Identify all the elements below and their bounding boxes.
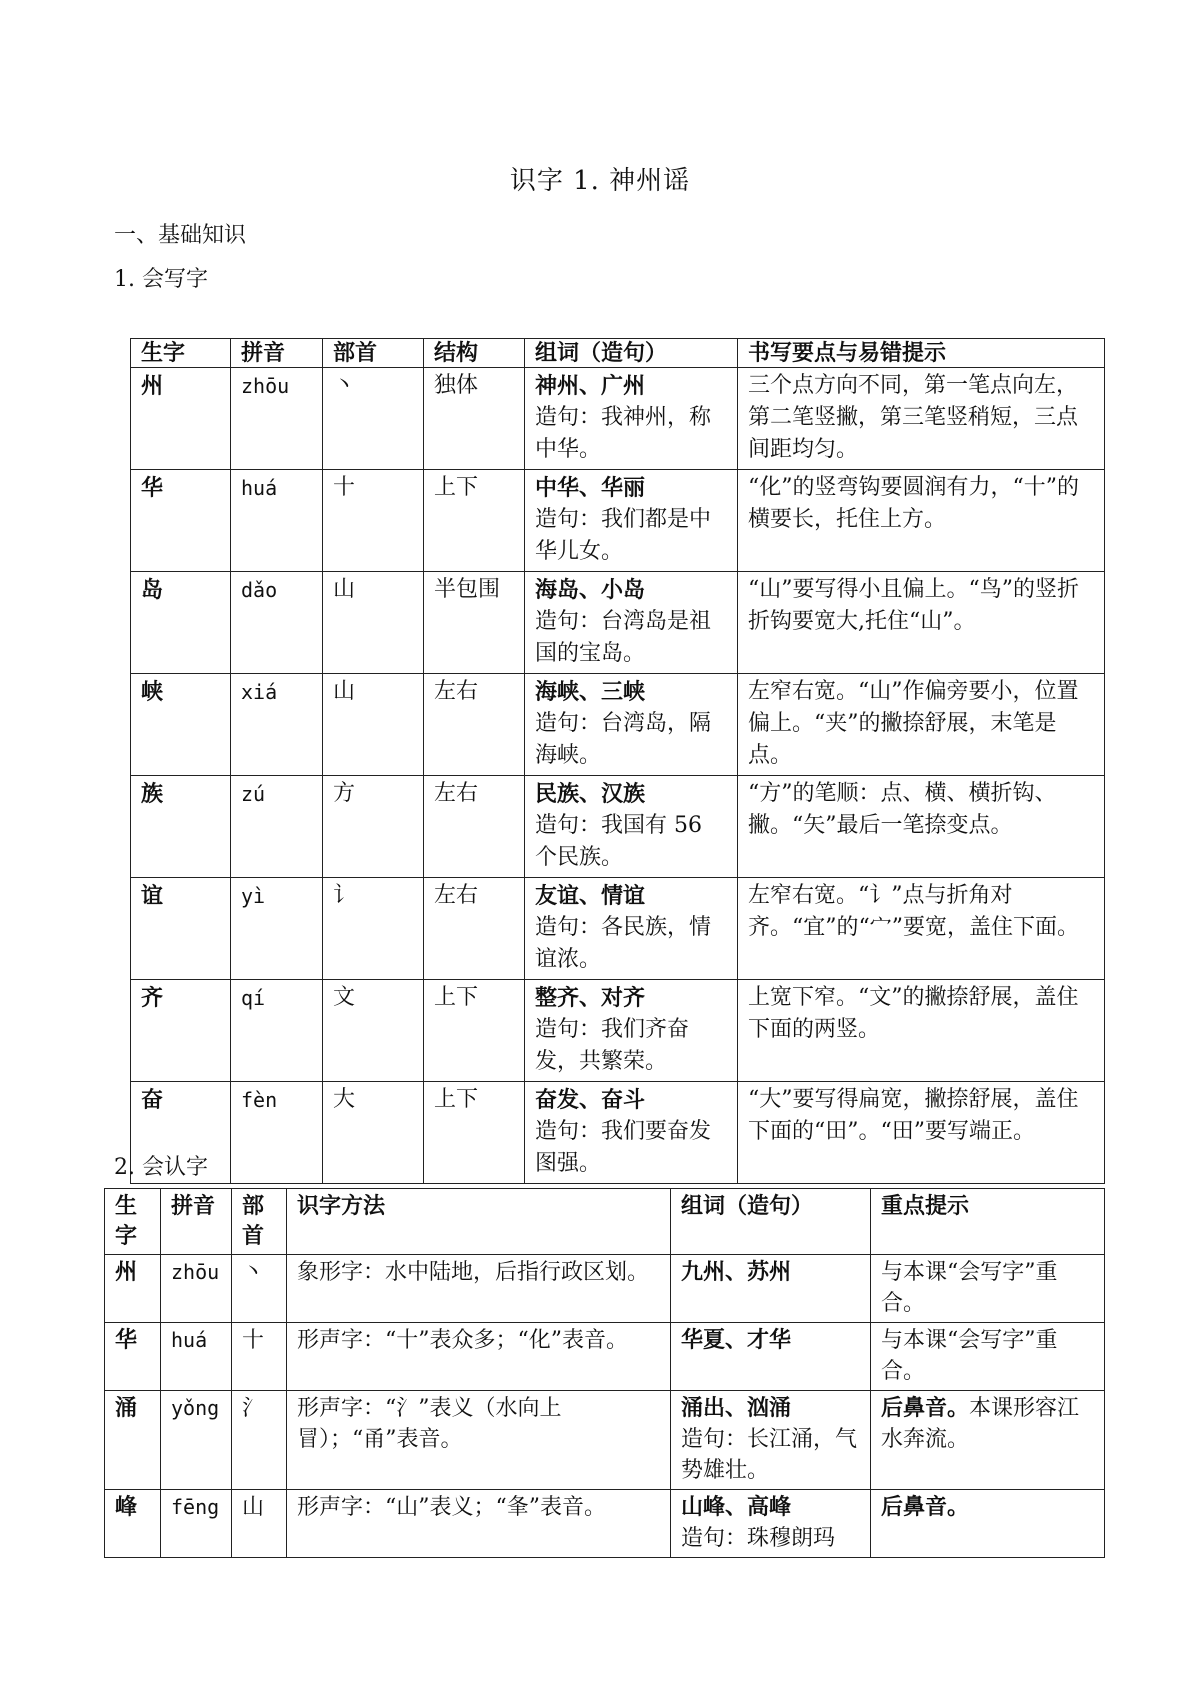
tip-cell: “化”的竖弯钩要圆润有力，“十”的横要长，托住上方。 — [738, 470, 1105, 572]
words-cell — [525, 776, 738, 878]
table-row — [131, 878, 1105, 980]
structure-cell: 左右 — [424, 674, 525, 776]
sentence-text: 造句：我们都是中华儿女。 — [535, 507, 712, 564]
header-pinyin: 拼音 — [231, 339, 323, 368]
sentence-text: 造句：我神州，称中华。 — [535, 405, 712, 462]
header-tip: 书写要点与易错提示 — [738, 339, 1105, 368]
section-heading: 一、基础知识 — [114, 223, 247, 248]
tip-cell: “方”的笔顺：点、横、横折钩、撇。“矢”最后一笔捺变点。 — [738, 776, 1105, 878]
sentence-text: 造句：长江涌，气势雄壮。 — [681, 1427, 858, 1483]
read-heading: 2. 会认字 — [114, 1155, 208, 1180]
words-cell — [525, 368, 738, 470]
words-cell — [525, 878, 738, 980]
tip-text: 与本课“会写字”重合。 — [881, 1260, 1058, 1316]
pinyin-cell: yǒng — [161, 1391, 232, 1490]
read-table-header — [105, 1189, 1105, 1255]
words-text: 整齐、对齐 — [535, 985, 646, 1011]
table-row — [131, 368, 1105, 470]
tip-cell: “山”要写得小且偏上。“鸟”的竖折折钩要宽大,托住“山”。 — [738, 572, 1105, 674]
pinyin-cell: dǎo — [231, 572, 323, 674]
method-cell: 形声字：“氵”表义（水向上冒）；“甬”表音。 — [287, 1391, 671, 1490]
pinyin-cell: huá — [231, 470, 323, 572]
words-text: 海峡、三峡 — [535, 679, 646, 705]
radical-cell: 方 — [323, 776, 424, 878]
words-cell — [671, 1323, 871, 1391]
char-cell: 涌 — [105, 1391, 161, 1490]
words-text: 民族、汉族 — [535, 781, 646, 807]
radical-cell: 丶 — [232, 1255, 287, 1323]
char-cell: 华 — [105, 1323, 161, 1391]
tip-cell — [871, 1255, 1105, 1323]
header-tip: 重点提示 — [871, 1189, 1105, 1255]
sentence-text: 造句：各民族，情谊浓。 — [535, 915, 712, 972]
table-row — [105, 1323, 1105, 1391]
radical-cell: 大 — [323, 1082, 424, 1184]
words-text: 中华、华丽 — [535, 475, 646, 501]
table-row — [131, 776, 1105, 878]
words-text: 涌出、汹涌 — [681, 1395, 792, 1421]
sentence-text: 造句：我们要奋发图强。 — [535, 1119, 712, 1176]
tip-text: 与本课“会写字”重合。 — [881, 1328, 1058, 1384]
char-cell: 州 — [131, 368, 231, 470]
pinyin-cell: fèn — [231, 1082, 323, 1184]
header-radical: 部首 — [323, 339, 424, 368]
radical-cell: 山 — [323, 674, 424, 776]
sentence-text: 造句：珠穆朗玛 — [681, 1526, 836, 1551]
char-cell: 奋 — [131, 1082, 231, 1184]
char-cell: 州 — [105, 1255, 161, 1323]
radical-cell: 山 — [232, 1490, 287, 1558]
words-text: 海岛、小岛 — [535, 577, 646, 603]
table-row — [105, 1391, 1105, 1490]
table-row — [131, 572, 1105, 674]
pinyin-cell: zhōu — [231, 368, 323, 470]
sentence-text: 造句：我们齐奋发，共繁荣。 — [535, 1017, 690, 1074]
words-cell — [671, 1490, 871, 1558]
tip-cell — [871, 1391, 1105, 1490]
page-title: 识字 1. 神州谣 — [509, 166, 691, 196]
radical-cell: 十 — [323, 470, 424, 572]
tip-cell — [871, 1323, 1105, 1391]
table-row — [131, 674, 1105, 776]
header-method: 识字方法 — [287, 1189, 671, 1255]
words-text: 友谊、情谊 — [535, 883, 646, 909]
sentence-text: 造句：台湾岛是祖国的宝岛。 — [535, 609, 712, 666]
tip-cell: 上宽下窄。“文”的撇捺舒展，盖住下面的两竖。 — [738, 980, 1105, 1082]
table-row — [131, 470, 1105, 572]
tip-cell: 左窄右宽。“讠”点与折角对齐。“宜”的“宀”要宽，盖住下面。 — [738, 878, 1105, 980]
words-cell — [671, 1255, 871, 1323]
words-text: 神州、广州 — [535, 373, 646, 399]
header-words: 组词（造句） — [525, 339, 738, 368]
words-cell — [525, 674, 738, 776]
method-cell: 形声字：“十”表众多；“化”表音。 — [287, 1323, 671, 1391]
pinyin-cell: qí — [231, 980, 323, 1082]
words-text: 奋发、奋斗 — [535, 1087, 646, 1113]
char-cell: 峰 — [105, 1490, 161, 1558]
radical-cell: 文 — [323, 980, 424, 1082]
char-cell: 族 — [131, 776, 231, 878]
char-cell: 谊 — [131, 878, 231, 980]
table-row — [131, 1082, 1105, 1184]
write-heading: 1. 会写字 — [114, 267, 208, 292]
header-char: 生字 — [131, 339, 231, 368]
method-cell: 象形字：水中陆地，后指行政区划。 — [287, 1255, 671, 1323]
structure-cell: 左右 — [424, 776, 525, 878]
pinyin-cell: zhōu — [161, 1255, 232, 1323]
structure-cell: 上下 — [424, 1082, 525, 1184]
tip-cell: 三个点方向不同，第一笔点向左，第二笔竖撇，第三笔竖稍短，三点间距均匀。 — [738, 368, 1105, 470]
table-row — [105, 1255, 1105, 1323]
words-cell — [525, 470, 738, 572]
tip-text: 本课形容江水奔流。 — [881, 1396, 1080, 1452]
structure-cell: 上下 — [424, 470, 525, 572]
tip-cell: 左窄右宽。“山”作偏旁要小，位置偏上。“夹”的撇捺舒展，末笔是点。 — [738, 674, 1105, 776]
words-cell — [525, 980, 738, 1082]
structure-cell: 独体 — [424, 368, 525, 470]
table-row — [105, 1490, 1105, 1558]
pinyin-cell: xiá — [231, 674, 323, 776]
radical-cell: 山 — [323, 572, 424, 674]
table-row — [131, 980, 1105, 1082]
char-cell: 峡 — [131, 674, 231, 776]
char-cell: 岛 — [131, 572, 231, 674]
words-text: 华夏、才华 — [681, 1327, 792, 1353]
radical-cell: 丶 — [323, 368, 424, 470]
pinyin-cell: huá — [161, 1323, 232, 1391]
tip-cell — [871, 1490, 1105, 1558]
pinyin-cell: zú — [231, 776, 323, 878]
header-words: 组词（造句） — [671, 1189, 871, 1255]
header-structure: 结构 — [424, 339, 525, 368]
write-table-header — [131, 339, 1105, 368]
header-char: 生字 — [105, 1189, 161, 1255]
tip-bold-text: 后鼻音。 — [881, 1395, 970, 1421]
char-cell: 华 — [131, 470, 231, 572]
structure-cell: 半包围 — [424, 572, 525, 674]
sentence-text: 造句：台湾岛，隔海峡。 — [535, 711, 712, 768]
words-cell — [525, 1082, 738, 1184]
header-radical: 部首 — [232, 1189, 287, 1255]
words-text: 山峰、高峰 — [681, 1494, 792, 1520]
header-pinyin: 拼音 — [161, 1189, 232, 1255]
words-cell — [671, 1391, 871, 1490]
write-table — [130, 338, 1105, 1184]
sentence-text: 造句：我国有 56 个民族。 — [535, 813, 702, 870]
pinyin-cell: fēng — [161, 1490, 232, 1558]
method-cell: 形声字：“山”表义；“夆”表音。 — [287, 1490, 671, 1558]
words-cell — [525, 572, 738, 674]
read-table — [104, 1188, 1105, 1558]
radical-cell: 氵 — [232, 1391, 287, 1490]
tip-bold-text: 后鼻音。 — [881, 1494, 970, 1520]
structure-cell: 左右 — [424, 878, 525, 980]
pinyin-cell: yì — [231, 878, 323, 980]
words-text: 九州、苏州 — [681, 1259, 792, 1285]
radical-cell: 十 — [232, 1323, 287, 1391]
structure-cell: 上下 — [424, 980, 525, 1082]
tip-cell: “大”要写得扁宽，撇捺舒展，盖住下面的“田”。“田”要写端正。 — [738, 1082, 1105, 1184]
radical-cell: 讠 — [323, 878, 424, 980]
char-cell: 齐 — [131, 980, 231, 1082]
